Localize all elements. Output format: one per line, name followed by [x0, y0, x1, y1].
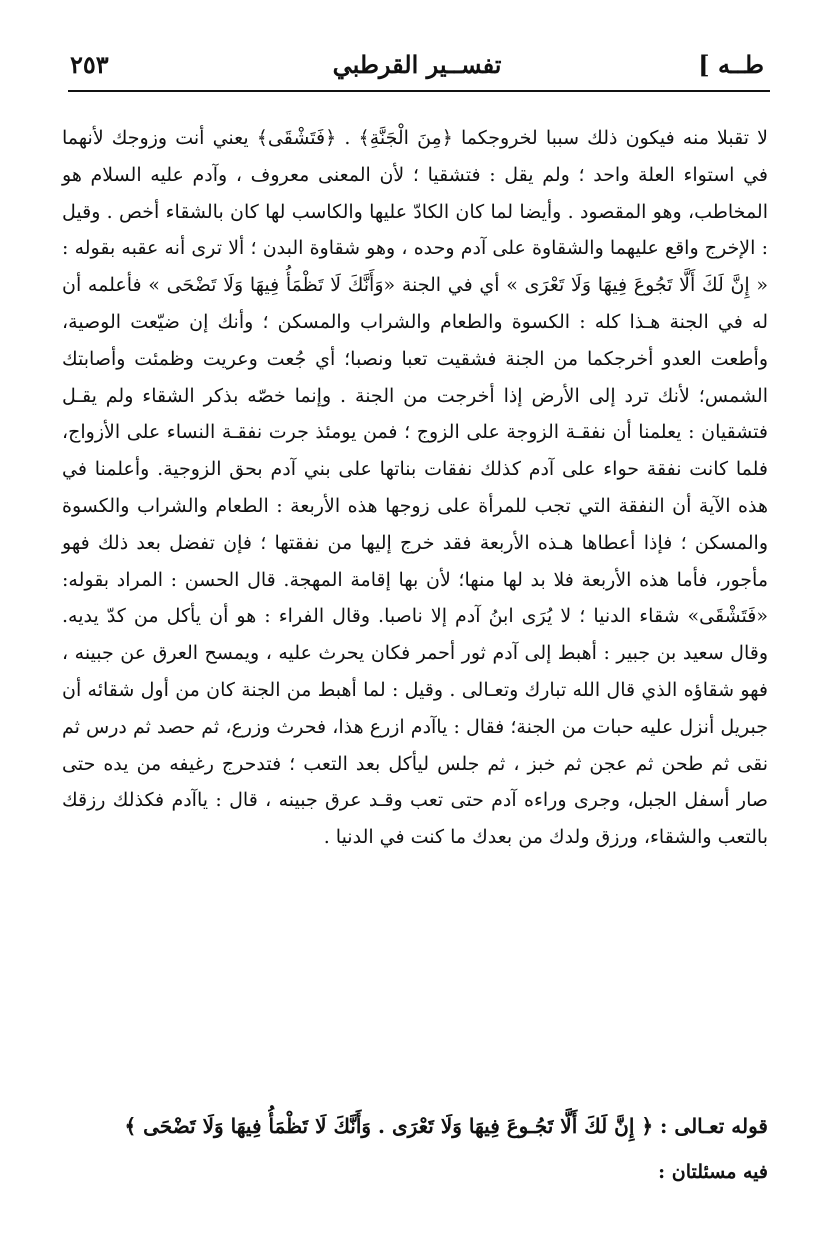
header-divider [68, 90, 770, 92]
commentary-paragraph: لا تقبلا منه فيكون ذلك سببا لخروجكما ﴿مِنَ الْجَنَّةِ﴾ . ﴿فَتَشْقَى﴾ يعني أنت وزوجك لأنهما في استواء العلة واحد ؛ ولم يقل : فتشقيا ؛ لأن المعنى معروف ، وآدم عليه السلام هو المخاطب، وهو المقصود . وأيضا لما كان الكادّ عليها والكاسب لها كان بالشقاء أخص . وقيل : الإخرج واقع عليهما والشقاوة على آدم وحده ، وهو شقاوة البدن ؛ ألا ترى أنه عقبه بقوله : « إِنَّ لَكَ أَلَّا تَجُوعَ فِيهَا وَلَا تَعْرَى » أي في الجنة «وَأَنَّكَ لَا تَظْمَأُ فِيهَا وَلَا تَضْحَى » فأعلمه أن له في الجنة هـذا كله : الكسوة والطعام والشراب والمسكن ؛ وأنك إن ضيّعت الوصية، وأطعت العدو أخرجكما من الجنة فشقيت تعبا ونصبا؛ أي جُعت وعريت وظمئت وأصابتك الشمس؛ لأنك ترد إلى الأرض إذا أخرجت من الجنة . وإنما خصّه بذكر الشقاء ولم يقـل فتشقيان : يعلمنا أن نفقـة الزوجة على الزوج ؛ فمن يومئذ جرت نفقـة النساء على الأزواج، فلما كانت نفقة حواء على آدم كذلك نفقات بناتها على بني آدم بحق الزوجية. وأعلمنا في هذه الآية أن النفقة التي تجب للمرأة على زوجها هذه الأربعة : الطعام والشراب والكسوة والمسكن ؛ فإذا أعطاها هـذه الأربعة فقد خرج إليها من نفقتها ؛ فإن تفضل بعد ذلك فهو مأجور، فأما هذه الأربعة فلا بد لها منها؛ لأن بها إقامة المهجة. قال الحسن : المراد بقوله: «فَتَشْقَى» شقاء الدنيا ؛ لا يُرَى ابنُ آدم إلا ناصبا. وقال الفراء : هو أن يأكل من كدّ يديه. وقال سعيد بن جبير : أهبط إلى آدم ثور أحمر فكان يحرث عليه ، ويمسح العرق عن جبينه ، فهو شقاؤه الذي قال الله تبارك وتعـالى . وقيل : لما أهبط من الجنة كان من أول شقائه أن جبريل أنزل عليه حبات من الجنة؛ فقال : ياآدم ازرع هذا، فحرث وزرع، ثم حصد ثم درس ثم نقى ثم طحن ثم عجن ثم خبز ، ثم جلس ليأكل بعد التعب ؛ فتدحرج رغيفه من يده حتى صار أسفل الجبل، وجرى وراءه آدم حتى تعب وقـد عرق جبينه ، قال : ياآدم فكذلك رزقك بالتعب والشقاء، ورزق ولدك من بعدك ما كنت في الدنيا . [62, 127, 768, 849]
page-number: ٢٥٣ [70, 49, 109, 79]
page-header [70, 40, 764, 88]
issues-heading: فيه مسئلتان : [658, 1161, 768, 1183]
verse-intro: قوله تعـالى : [660, 1114, 768, 1138]
sura-name: طــه ] [698, 49, 764, 79]
book-title: تفســير القرطبي [332, 49, 502, 79]
verse-text: ﴿ إِنَّ لَكَ أَلَّا تَجُـوعَ فِيهَا وَلَا تَعْرَى . وَأَنَّكَ لَا تَظْمَأُ فِيهَا وَلَا تَضْحَى ﴾ [124, 1114, 654, 1138]
commentary-text [62, 120, 768, 856]
verse-line [62, 1108, 768, 1144]
